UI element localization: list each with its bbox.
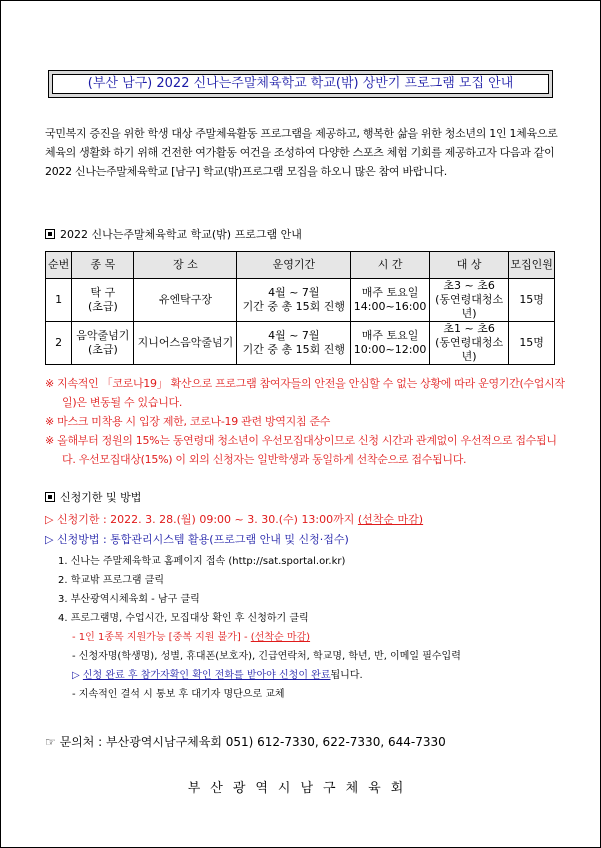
- target-grade: 초1 ~ 초6: [443, 322, 495, 335]
- time-day: 매주 토요일: [361, 286, 419, 299]
- sub-confirm-tail: 됩니다.: [330, 670, 363, 681]
- col-header-time: 시 간: [351, 252, 430, 279]
- sub-arrow: ▷: [72, 670, 83, 681]
- target-note: (동연령대청소년): [435, 336, 504, 363]
- period-months: 4월 ~ 7월: [268, 329, 320, 342]
- step-item: 1. 신나는 주말체육학교 홈페이지 접속 (http://sat.sportal.or.kr): [58, 556, 346, 567]
- cell-event: [72, 322, 134, 365]
- program-heading-text: 2022 신나는주말체육학교 학교(밖) 프로그램 안내: [60, 228, 302, 241]
- col-header-period: 운영기간: [237, 252, 351, 279]
- col-header-quota: 모집인원: [509, 252, 555, 279]
- event-level: (초급): [87, 343, 118, 356]
- method-line: ▷ 신청방법 : 통합관리시스템 활용(프로그램 안내 및 신청·접수): [45, 533, 349, 546]
- deadline-line: [45, 513, 423, 527]
- apply-steps: [58, 552, 461, 704]
- cell-quota: 15명: [509, 279, 555, 322]
- title-box: [48, 70, 553, 98]
- table-header-row: [46, 252, 555, 279]
- table-row: [46, 279, 555, 322]
- time-hours: 10:00~12:00: [353, 343, 427, 356]
- notice-item: ※ 지속적인 「코로나19」 확산으로 프로그램 참여자들의 안전을 안심할 수 없는 상황에 따라 운영기간(수업시작일)은 변동될 수 있습니다.: [45, 377, 565, 409]
- col-header-target: 대 상: [429, 252, 508, 279]
- step-item: 4. 프로그램명, 수업시간, 모집대상 확인 후 신청하기 클릭: [58, 613, 309, 624]
- cell-no: 2: [46, 322, 72, 365]
- time-hours: 14:00~16:00: [353, 300, 427, 313]
- event-level: (초급): [87, 300, 118, 313]
- col-header-no: 순번: [46, 252, 72, 279]
- period-sessions: 기간 중 총 15회 진행: [242, 343, 346, 356]
- notice-item: ※ 올해부터 정원의 15%는 동연령대 청소년이 우선모집대상이므로 신청 시간과 관계없이 우선적으로 접수됩니다. 우선모집대상(15%) 이 외의 신청자는 일반학생과 동일하게 선착순으로 접수됩니다.: [45, 434, 557, 466]
- page-title: (부산 남구) 2022 신나는주말체육학교 학교(밖) 상반기 프로그램 모집 안내: [52, 74, 549, 94]
- sub-limit-text: - 1인 1종목 지원가능 [중복 지원 불가] -: [72, 632, 251, 643]
- col-header-place: 장 소: [134, 252, 237, 279]
- notice-list: [45, 374, 565, 469]
- apply-section-heading: [45, 491, 141, 505]
- contact-line: ☞ 문의처 : 부산광역시남구체육회 051) 612-7330, 622-7330, 644-7330: [45, 735, 446, 749]
- cell-target: [429, 322, 508, 365]
- footer-organization: 부산광역시남구체육회: [187, 781, 414, 796]
- cell-quota: 15명: [509, 322, 555, 365]
- cell-event: [72, 279, 134, 322]
- cell-time: [351, 322, 430, 365]
- target-grade: 초3 ~ 초6: [443, 279, 495, 292]
- event-name: 음악줄넘기: [76, 329, 130, 342]
- cell-target: [429, 279, 508, 322]
- step-sub-item: [58, 628, 461, 647]
- step-item: 3. 부산광역시체육회 - 남구 클릭: [58, 594, 200, 605]
- sub-confirm-text: 신청 완료 후 참가자확인 확인 전화를 받아야 신청이 완료: [82, 670, 331, 681]
- cell-place: 지니어스음악줄넘기: [134, 322, 237, 365]
- deadline-text: ▷ 신청기한 : 2022. 3. 28.(월) 09:00 ~ 3. 30.(수) 13:00까지: [45, 513, 358, 526]
- intro-paragraph: 국민복지 증진을 위한 학생 대상 주말체육활동 프로그램을 제공하고, 행복한 삶을 위한 청소년의 1인 1체육으로 체육의 생활화 하기 위해 건전한 여가활동 여건을 조성하여 다양한 스포츠 체험 기회를 제공하고자 다음과 같이 2022 신나는주말체육학교 [남구] 학교(밖)프로그램 모집을 하오니 많은 참여 바랍니다.: [45, 127, 558, 178]
- boxed-square-icon: [45, 229, 55, 239]
- cell-period: [237, 279, 351, 322]
- boxed-square-icon: [45, 492, 55, 502]
- cell-time: [351, 279, 430, 322]
- step-sub-item: [58, 666, 461, 685]
- program-section-heading: [45, 228, 302, 242]
- target-note: (동연령대청소년): [435, 293, 504, 320]
- period-sessions: 기간 중 총 15회 진행: [242, 300, 346, 313]
- program-table: [45, 251, 555, 365]
- cell-place: 유엔탁구장: [134, 279, 237, 322]
- apply-heading-text: 신청기한 및 방법: [60, 491, 142, 504]
- notice-item: ※ 마스크 미착용 시 입장 제한, 코로나-19 관련 방역지침 준수: [45, 415, 331, 428]
- step-sub-item: - 신청자명(학생명), 성별, 휴대폰(보호자), 긴급연락처, 학교명, 학년, 반, 이메일 필수입력: [72, 651, 461, 662]
- col-header-event: 종 목: [72, 252, 134, 279]
- cell-no: 1: [46, 279, 72, 322]
- step-sub-item: - 지속적인 결석 시 통보 후 대기자 명단으로 교체: [72, 689, 285, 700]
- deadline-note: (선착순 마감): [357, 513, 424, 526]
- period-months: 4월 ~ 7월: [268, 286, 320, 299]
- cell-period: [237, 322, 351, 365]
- sub-limit-note: (선착순 마감): [250, 632, 311, 643]
- time-day: 매주 토요일: [361, 329, 419, 342]
- table-row: [46, 322, 555, 365]
- event-name: 탁 구: [90, 286, 116, 299]
- step-item: 2. 학교밖 프로그램 클릭: [58, 575, 165, 586]
